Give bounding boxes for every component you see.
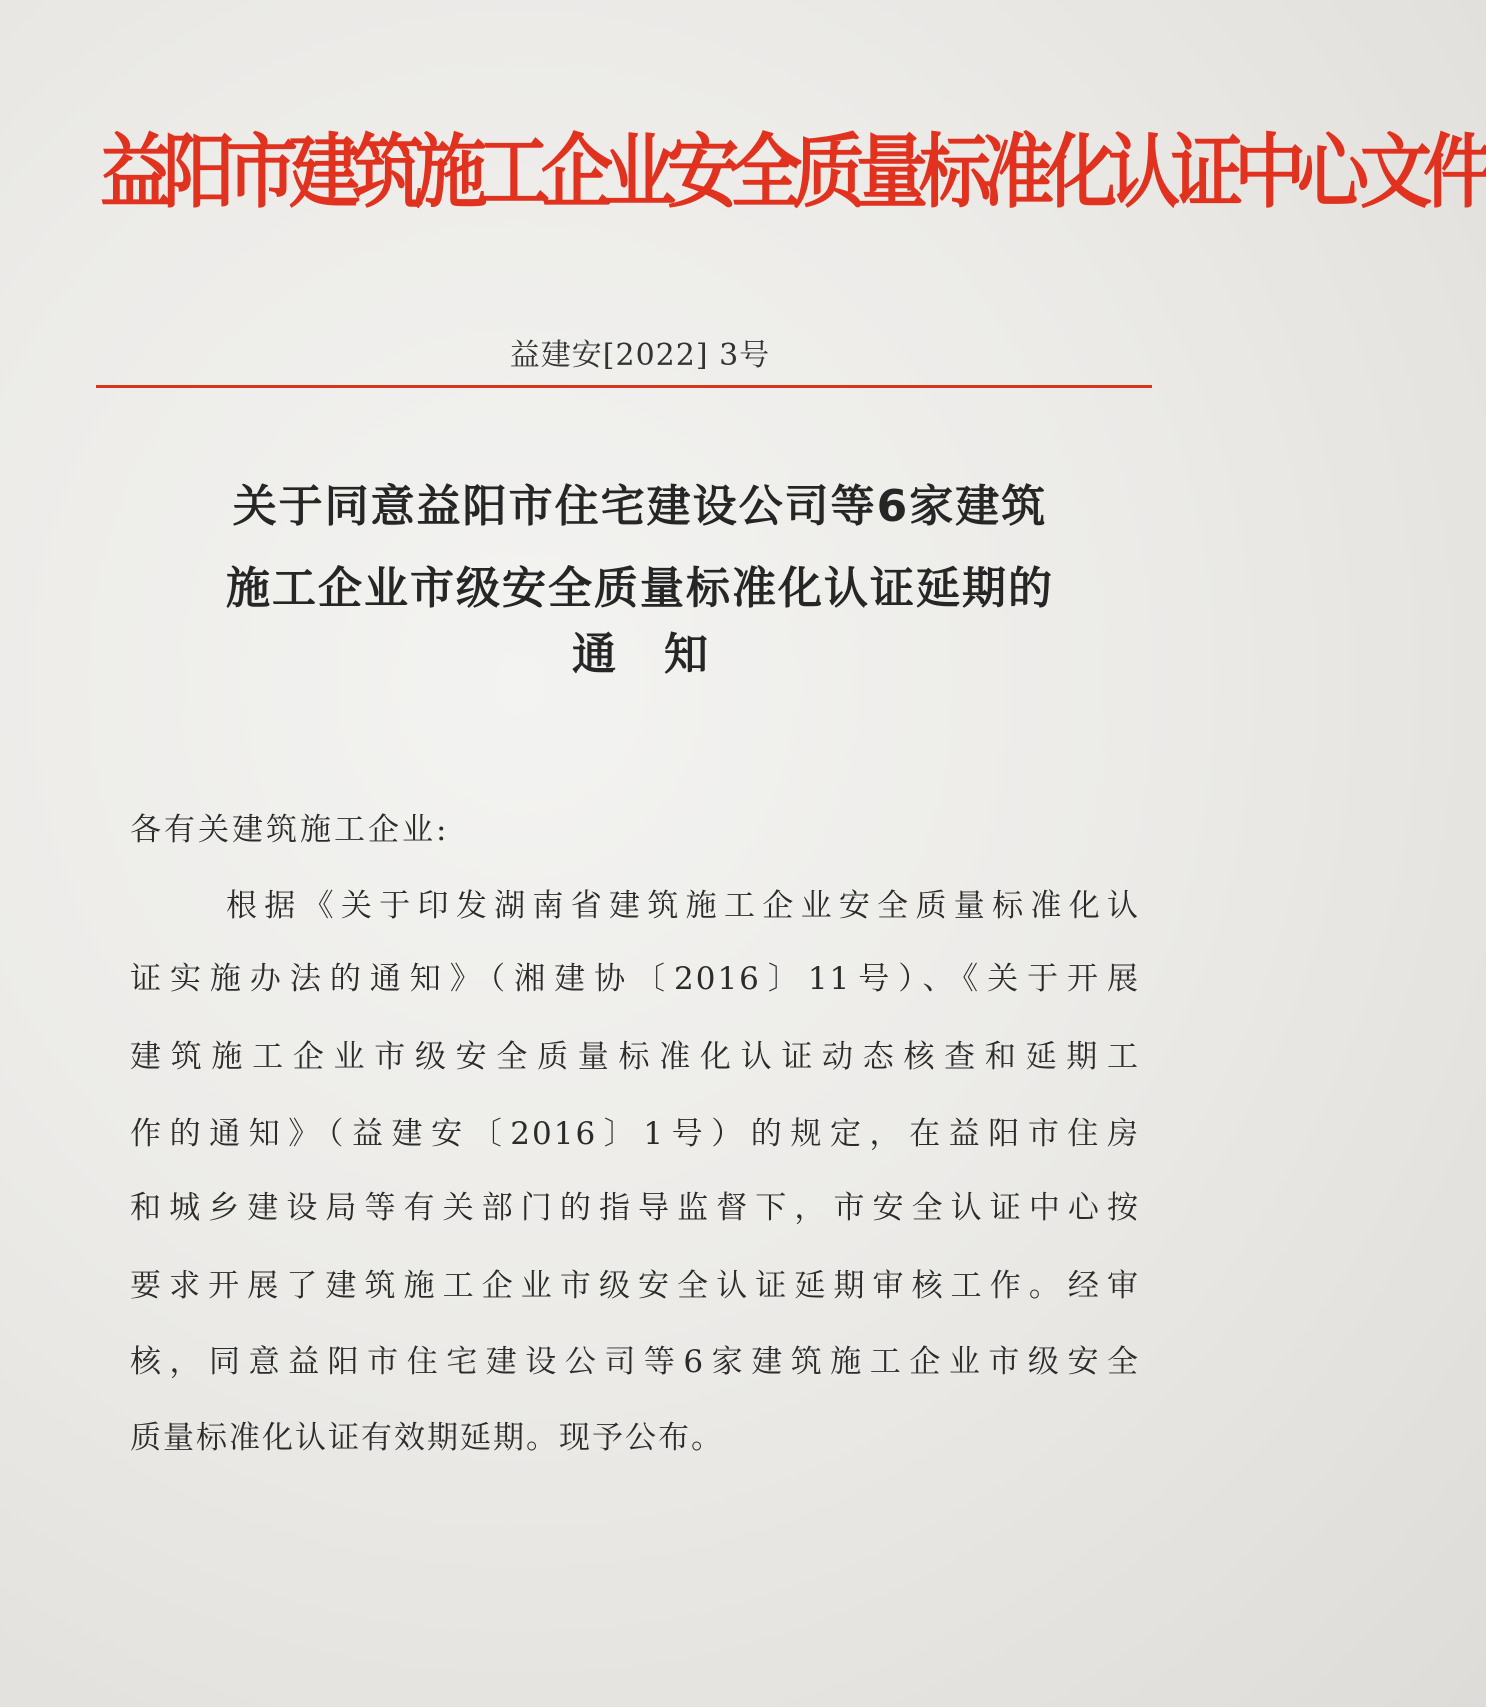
masthead-title: 益阳市建筑施工企业安全质量标准化认证中心文件 (100, 124, 1486, 220)
body-line: 根据《关于印发湖南省建筑施工企业安全质量标准化认 (226, 888, 1140, 924)
notice-title-line-3: 通知 (572, 629, 756, 680)
notice-title-line-2: 施工企业市级安全质量标准化认证延期的 (226, 563, 1054, 614)
body-line: 质量标准化认证有效期延期。现予公布。 (130, 1420, 724, 1456)
red-divider-line (96, 385, 1152, 388)
notice-title-line-1: 关于同意益阳市住宅建设公司等6家建筑 (232, 481, 1048, 532)
body-line: 要求开展了建筑施工企业市级安全认证延期审核工作。经审 (130, 1268, 1140, 1304)
body-line: 核，同意益阳市住宅建设公司等6家建筑施工企业市级安全 (130, 1344, 1140, 1380)
body-line: 建筑施工企业市级安全质量标准化认证动态核查和延期工 (130, 1039, 1140, 1075)
body-line: 证实施办法的通知》（湘建协〔2016〕11号）、《关于开展 (130, 961, 1140, 997)
salutation: 各有关建筑施工企业: (130, 812, 450, 848)
document-number: 益建安[2022] 3号 (509, 338, 771, 373)
body-line: 和城乡建设局等有关部门的指导监督下，市安全认证中心按 (130, 1190, 1140, 1226)
body-line: 作的通知》（益建安〔2016〕1号）的规定，在益阳市住房 (130, 1116, 1140, 1152)
